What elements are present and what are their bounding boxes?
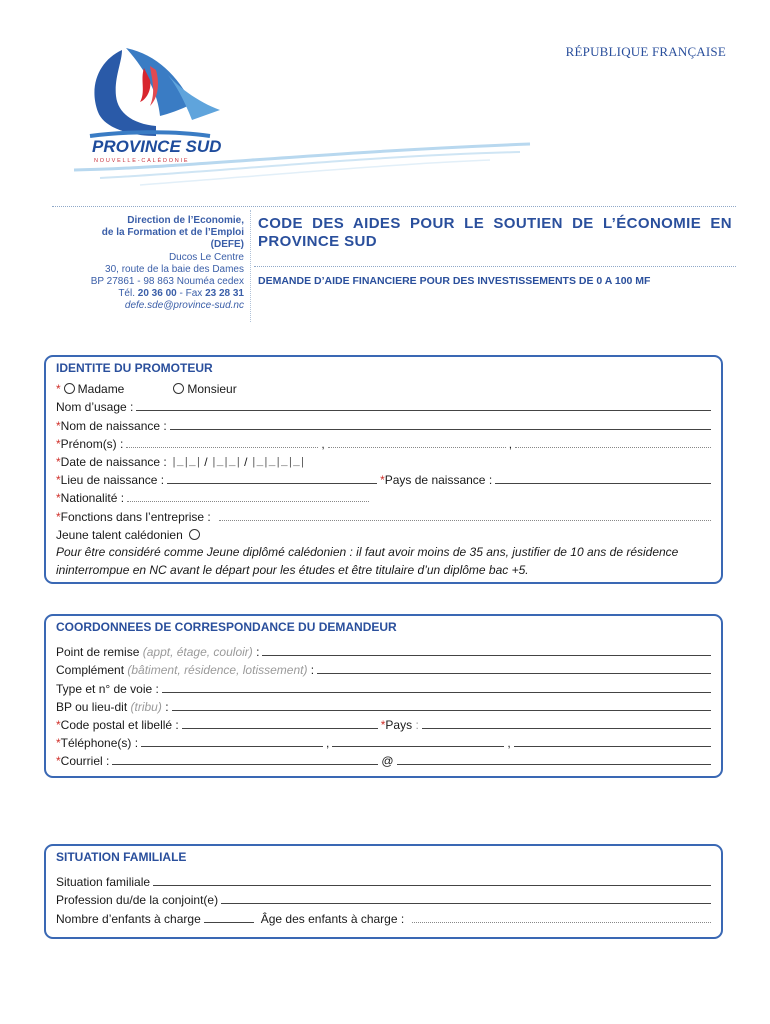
courriel-domain-field[interactable] [397, 764, 711, 765]
nationalite-field[interactable] [127, 501, 369, 502]
situation-title: SITUATION FAMILIALE [56, 850, 187, 864]
type-voie-row: Type et n° de voie : [56, 677, 711, 695]
jeune-talent-note: Pour être considéré comme Jeune diplômé calédonien : il faut avoir moins de 35 ans, justifier de 10 ans de résidence ininterrompue en NC avant le départ pour les études et être titulaire d’un diplôme bac +5. [56, 544, 679, 578]
code-postal-row: * Code postal et libellé : * Pays : [56, 714, 711, 732]
page-subtitle: DEMANDE D’AIDE FINANCIERE POUR DES INVESTISSEMENTS DE 0 A 100 MF [258, 275, 651, 287]
contact-defe: (DEFE) [210, 239, 244, 251]
fonctions-field[interactable] [219, 520, 711, 521]
telephone-1-field[interactable] [141, 746, 323, 747]
republique-francaise: RÉPUBLIQUE FRANÇAISE [565, 44, 726, 59]
contact-bp: BP 27861 - 98 863 Nouméa cedex [90, 276, 244, 288]
nom-usage-field[interactable] [136, 410, 711, 411]
contact-phone: Tél. 20 36 00 - Fax 23 28 31 [118, 288, 244, 300]
telephone-row: * Téléphone(s) : , , [56, 732, 711, 750]
point-remise-row: Point de remise (appt, étage, couloir) : [56, 641, 711, 659]
telephone-3-field[interactable] [514, 746, 711, 747]
civilite-row: * Madame Monsieur [56, 382, 237, 397]
contact-email[interactable]: defe.sde@province-sud.nc [124, 300, 244, 312]
type-voie-field[interactable] [162, 692, 711, 693]
prenoms-row: * Prénom(s) : , , [56, 433, 711, 451]
lieu-naissance-field[interactable] [167, 483, 377, 484]
madame-label: Madame [77, 382, 125, 397]
madame-radio[interactable] [64, 383, 75, 394]
lieu-pays-row: * Lieu de naissance : * Pays de naissance : [56, 469, 711, 487]
ages-enfants-field[interactable] [412, 922, 711, 923]
nom-naissance-row: * Nom de naissance : [56, 414, 711, 432]
bp-row: BP ou lieu-dit (tribu) : [56, 696, 711, 714]
profession-field[interactable] [221, 903, 711, 904]
province-sud-logo [60, 40, 540, 190]
courriel-user-field[interactable] [112, 764, 378, 765]
coordonnees-section [44, 614, 723, 778]
telephone-2-field[interactable] [332, 746, 504, 747]
monsieur-label: Monsieur [187, 382, 237, 397]
point-remise-field[interactable] [262, 655, 711, 656]
header-divider [52, 206, 736, 207]
code-postal-field[interactable] [182, 728, 378, 729]
header-vertical-divider [250, 210, 251, 322]
page-title: CODE DES AIDES POUR LE SOUTIEN DE L’ÉCONOMIE EN PROVINCE SUD [258, 215, 732, 250]
complement-field[interactable] [317, 673, 711, 674]
nombre-enfants-field[interactable] [204, 922, 254, 923]
contact-address: 30, route de la baie des Dames [105, 263, 244, 275]
situation-familiale-field[interactable] [153, 885, 711, 886]
date-naissance-row: * Date de naissance : |_|_| / |_|_| / |_|_|_|_| [56, 454, 306, 469]
identite-title: IDENTITE DU PROMOTEUR [56, 361, 213, 375]
contact-block [52, 215, 244, 313]
coordonnees-title: COORDONNEES DE CORRESPONDANCE DU DEMANDEUR [56, 620, 397, 634]
prenom-2-field[interactable] [328, 447, 506, 448]
jeune-talent-row: Jeune talent calédonien [56, 524, 711, 542]
title-divider [254, 266, 736, 267]
profession-row: Profession du/de la conjoint(e) [56, 889, 711, 907]
monsieur-radio[interactable] [173, 383, 184, 394]
nom-naissance-field[interactable] [170, 429, 711, 430]
prenom-3-field[interactable] [515, 447, 711, 448]
date-month-field[interactable]: |_|_| [210, 456, 242, 469]
bp-field[interactable] [172, 710, 711, 711]
pays-naissance-field[interactable] [495, 483, 711, 484]
identite-section [44, 355, 723, 584]
situation-section [44, 844, 723, 939]
situation-familiale-row: Situation familiale [56, 871, 711, 889]
contact-ducos: Ducos Le Centre [168, 251, 244, 263]
nom-usage-row: Nom d’usage : [56, 396, 711, 414]
contact-formation: de la Formation et de l’Emploi [101, 227, 244, 239]
fonctions-row: * Fonctions dans l’entreprise : [56, 505, 711, 523]
enfants-row: Nombre d’enfants à charge Âge des enfants à charge : [56, 907, 711, 925]
jeune-talent-radio[interactable] [189, 529, 200, 540]
contact-direction: Direction de l’Economie, [127, 215, 244, 226]
courriel-row: * Courriel : @ [56, 750, 711, 768]
complement-row: Complément (bâtiment, résidence, lotissement) : [56, 659, 711, 677]
logo-subtext: NOUVELLE-CALÉDONIE [94, 158, 190, 164]
date-year-field[interactable]: |_|_|_|_| [250, 456, 306, 469]
nationalite-row: * Nationalité : [56, 487, 711, 505]
logo-text: PROVINCE SUD [92, 137, 222, 156]
date-day-field[interactable]: |_|_| [170, 456, 202, 469]
pays-field[interactable] [422, 728, 711, 729]
prenom-1-field[interactable] [126, 447, 318, 448]
